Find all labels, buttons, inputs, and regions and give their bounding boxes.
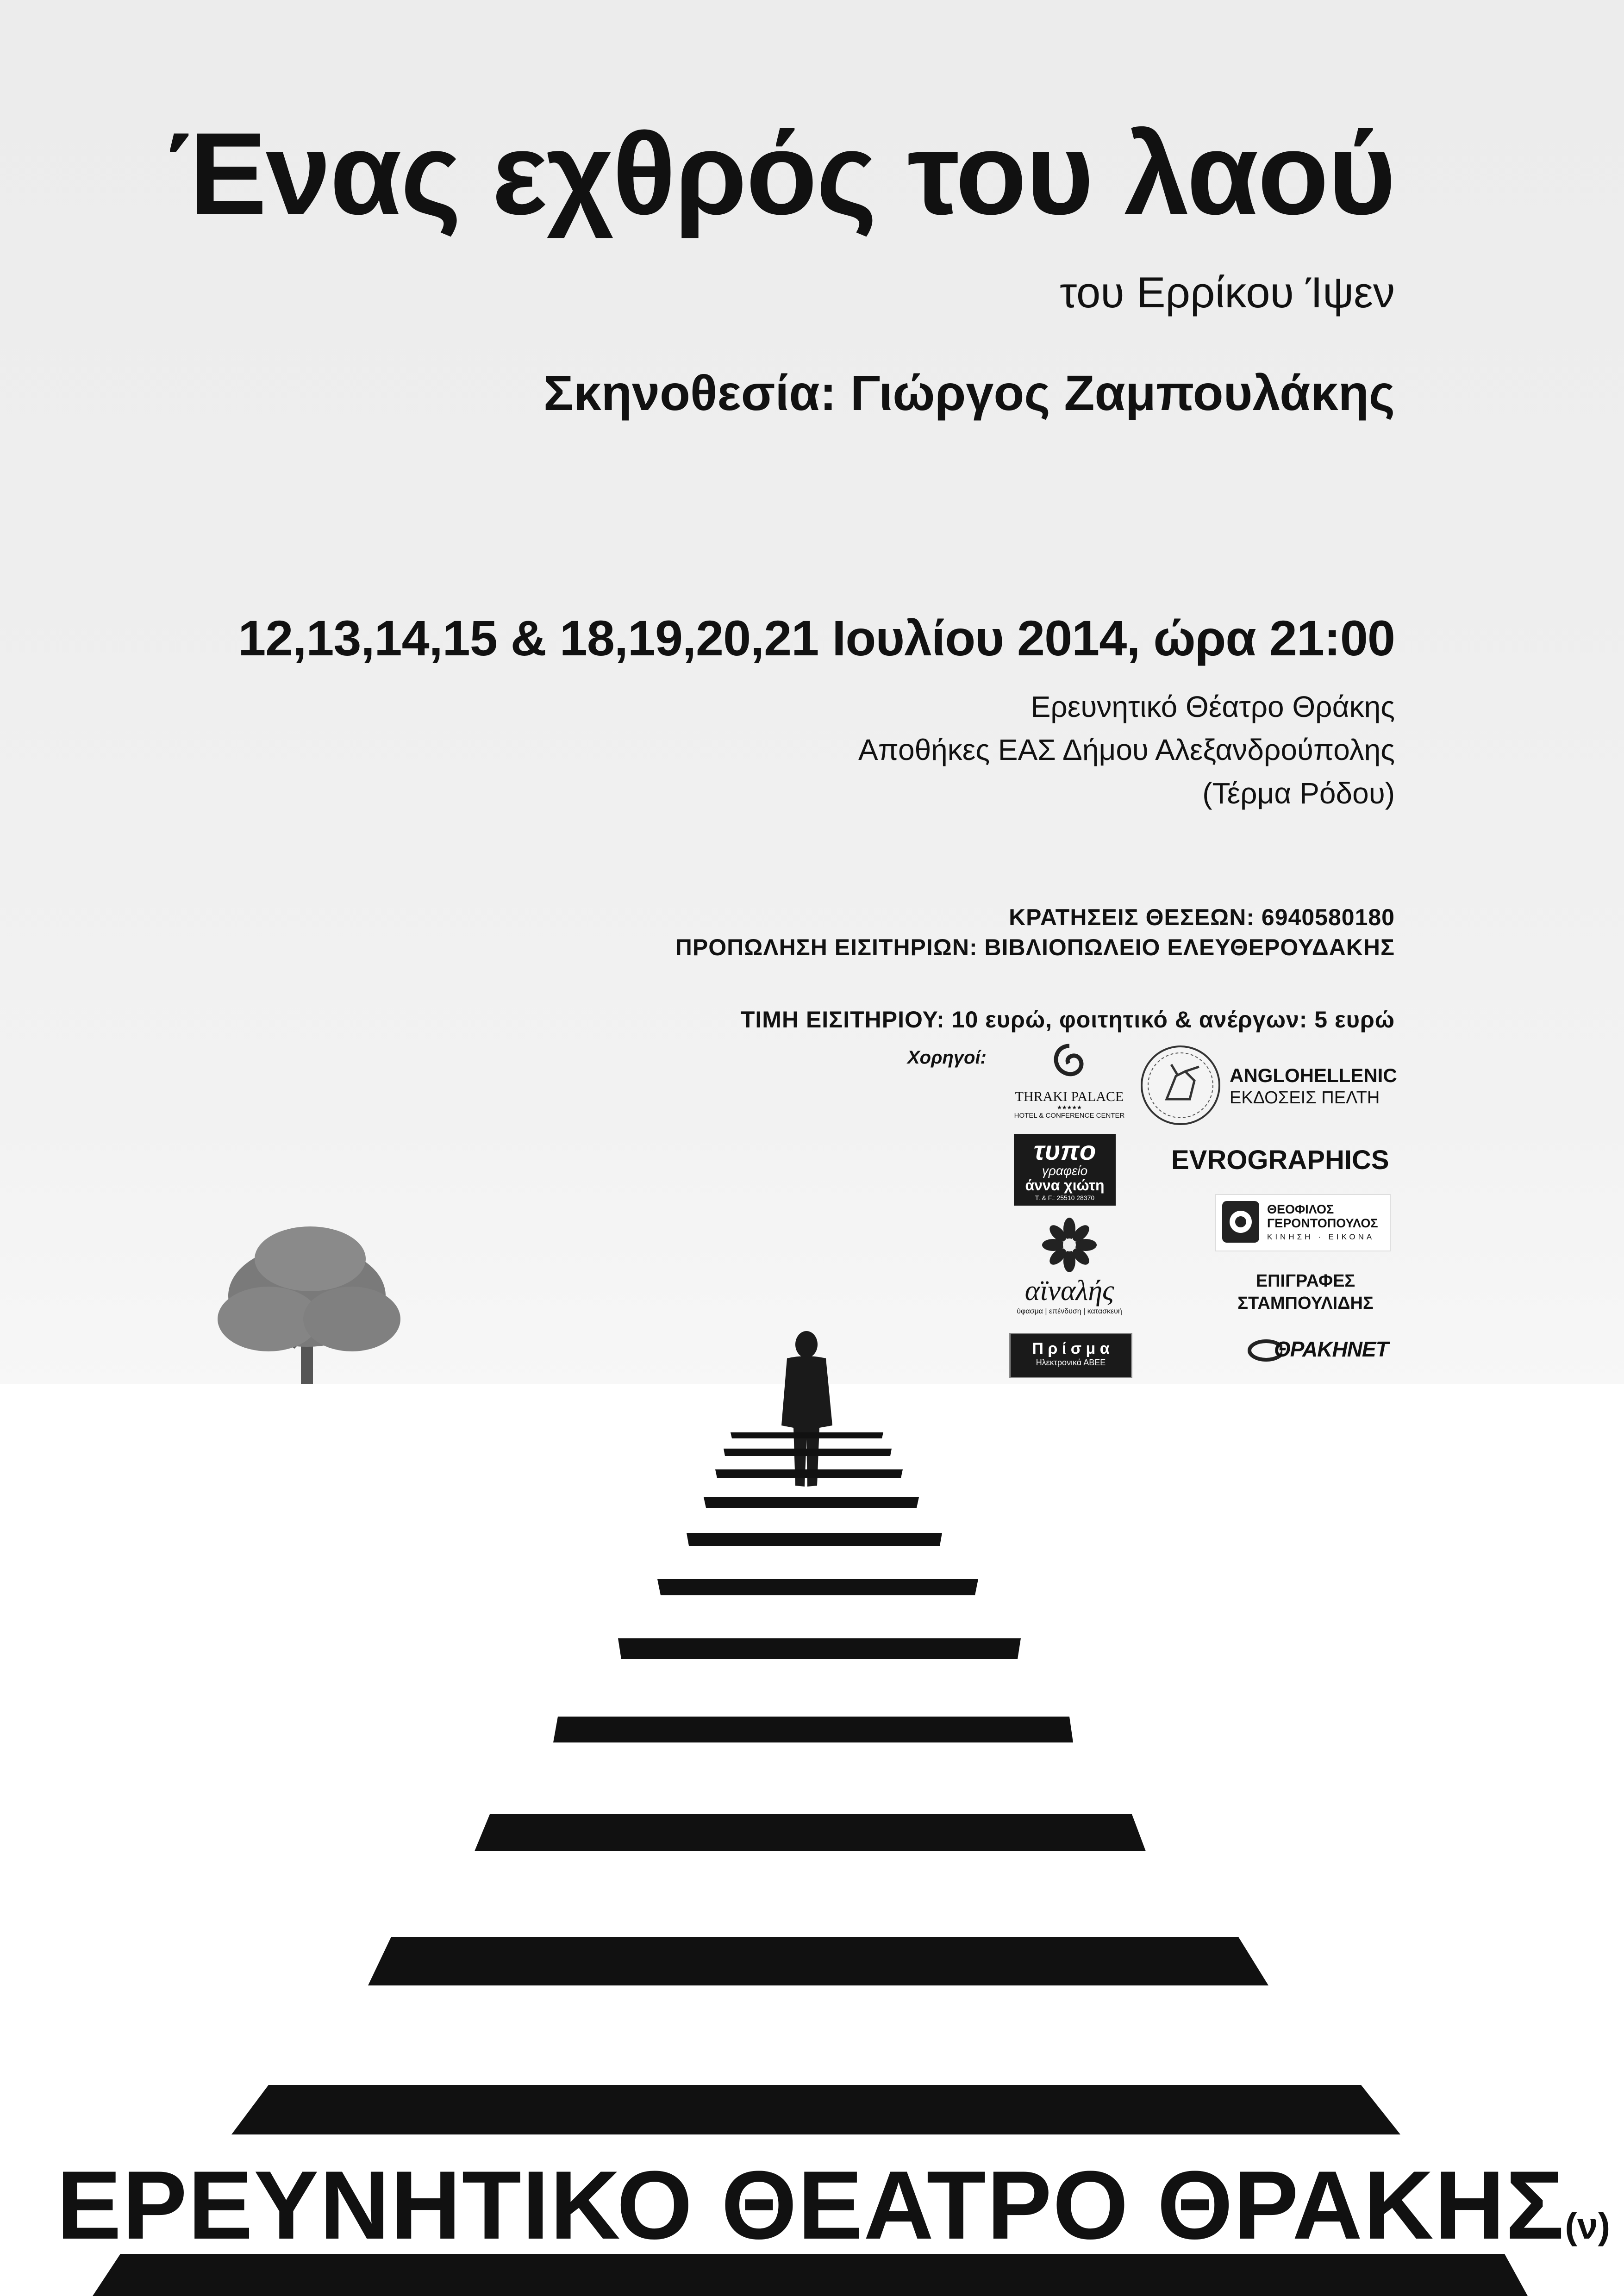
theatre-name: ΕΡΕΥΝΗΤΙΚΟ ΘΕΑΤΡΟ ΘΡΑΚΗΣ (56, 2151, 1565, 2259)
stair-7 (618, 1638, 1021, 1659)
gerontopoulos-emblem-icon (1220, 1199, 1262, 1245)
thraki-palace-subtitle: HOTEL & CONFERENCE CENTER (1014, 1111, 1125, 1120)
anglohellenic-name: ANGLOHELLENIC (1230, 1064, 1397, 1086)
stair-8 (553, 1717, 1073, 1742)
thraki-palace-name: THRAKI PALACE (1015, 1089, 1124, 1104)
thrakinet-name: ΘΡΑΚΗΝΕΤ (1274, 1337, 1388, 1361)
stair-1 (731, 1432, 883, 1438)
play-title: Ένας εχθρός του λαού (167, 109, 1395, 239)
stampoulidis-line-1: ΕΠΙΓΡΑΦΕΣ (1255, 1271, 1355, 1291)
sponsor-stampoulidis (1222, 1270, 1389, 1314)
typografeio-phone: Τ. & F.: 25510 28370 (1035, 1194, 1095, 1202)
sponsor-evrographics: EVROGRAPHICS (1171, 1145, 1389, 1175)
stair-2 (724, 1449, 892, 1456)
sponsor-gerontopoulos (1215, 1194, 1391, 1251)
typografeio-name: τυπο (1033, 1136, 1096, 1166)
stair-10 (368, 1937, 1268, 1985)
sponsors-label: Χορηγοί: (907, 1047, 987, 1068)
performance-dates: 12,13,14,15 & 18,19,20,21 Ιουλίου 2014, ώρα 21:00 (238, 610, 1395, 666)
gerontopoulos-subtitle: ΚΙΝΗΣΗ · ΕΙΚΟΝΑ (1267, 1232, 1375, 1241)
stair-9 (475, 1814, 1146, 1851)
venue-address: Αποθήκες ΕΑΣ Δήμου Αλεξανδρούπολης (858, 733, 1395, 766)
theatre-name-suffix: (ν) (1565, 2205, 1611, 2246)
stair-3 (715, 1469, 903, 1478)
thraki-palace-emblem-icon (1042, 1041, 1097, 1088)
thraki-palace-stars: ★★★★★ (1057, 1104, 1082, 1111)
stair-6 (657, 1579, 978, 1595)
presale-location: ΠΡΟΠΩΛΗΣΗ ΕΙΣΙΤΗΡΙΩΝ: ΒΙΒΛΙΟΠΩΛΕΙΟ ΕΛΕΥΘΕΡΟΥΔΑΚΗΣ (675, 934, 1395, 960)
stair-11 (231, 2085, 1400, 2134)
typografeio-name-2: γραφείο (1042, 1164, 1088, 1178)
sponsor-prisma (1009, 1333, 1132, 1378)
anglohellenic-coin-icon (1139, 1044, 1222, 1127)
prisma-subtitle: Ηλεκτρονικά ΑΒΕΕ (1036, 1358, 1106, 1367)
typografeio-person: άννα χιώτη (1025, 1177, 1105, 1194)
venue-landmark: (Τέρμα Ρόδου) (1202, 777, 1395, 810)
tree (218, 1226, 400, 1384)
sponsor-thraki-palace (1009, 1041, 1130, 1125)
prisma-name: Π ρ ί σ μ α (1032, 1340, 1110, 1357)
reservations-phone: ΚΡΑΤΗΣΕΙΣ ΘΕΣΕΩΝ: 6940580180 (1009, 904, 1395, 930)
aivalis-subtitle: ύφασμα | επένδυση | κατασκευή (1017, 1307, 1122, 1316)
aivalis-name: αϊναλής (1024, 1275, 1114, 1307)
director-credit: Σκηνοθεσία: Γιώργος Ζαμπουλάκης (543, 365, 1395, 421)
theatre-name-footer (56, 2151, 1611, 2259)
stair-12 (93, 2254, 1528, 2296)
aivalis-flower-icon (1042, 1217, 1097, 1273)
sponsor-thrakinet (1245, 1333, 1393, 1370)
stair-5 (687, 1533, 942, 1546)
venue-name: Ερευνητικό Θέατρο Θράκης (1031, 690, 1395, 723)
anglohellenic-subtitle: ΕΚΔΟΣΕΙΣ ΠΕΛΤΗ (1230, 1088, 1380, 1108)
gerontopoulos-name-2: ΓΕΡΟΝΤΟΠΟΥΛΟΣ (1267, 1216, 1378, 1230)
stair-4 (704, 1497, 919, 1508)
sponsor-aivalis (1002, 1217, 1137, 1328)
walking-man (781, 1331, 832, 1487)
sponsor-typografeio (1014, 1134, 1116, 1206)
gerontopoulos-name-1: ΘΕΟΦΙΛΟΣ (1267, 1202, 1334, 1216)
stampoulidis-line-2: ΣΤΑΜΠΟΥΛΙΔΗΣ (1237, 1293, 1374, 1313)
play-author: του Ερρίκου Ίψεν (1060, 268, 1395, 317)
sponsor-anglohellenic (1139, 1044, 1403, 1127)
ticket-price: ΤΙΜΗ ΕΙΣΙΤΗΡΙΟΥ: 10 ευρώ, φοιτητικό & ανέργων: 5 ευρώ (740, 1007, 1395, 1033)
